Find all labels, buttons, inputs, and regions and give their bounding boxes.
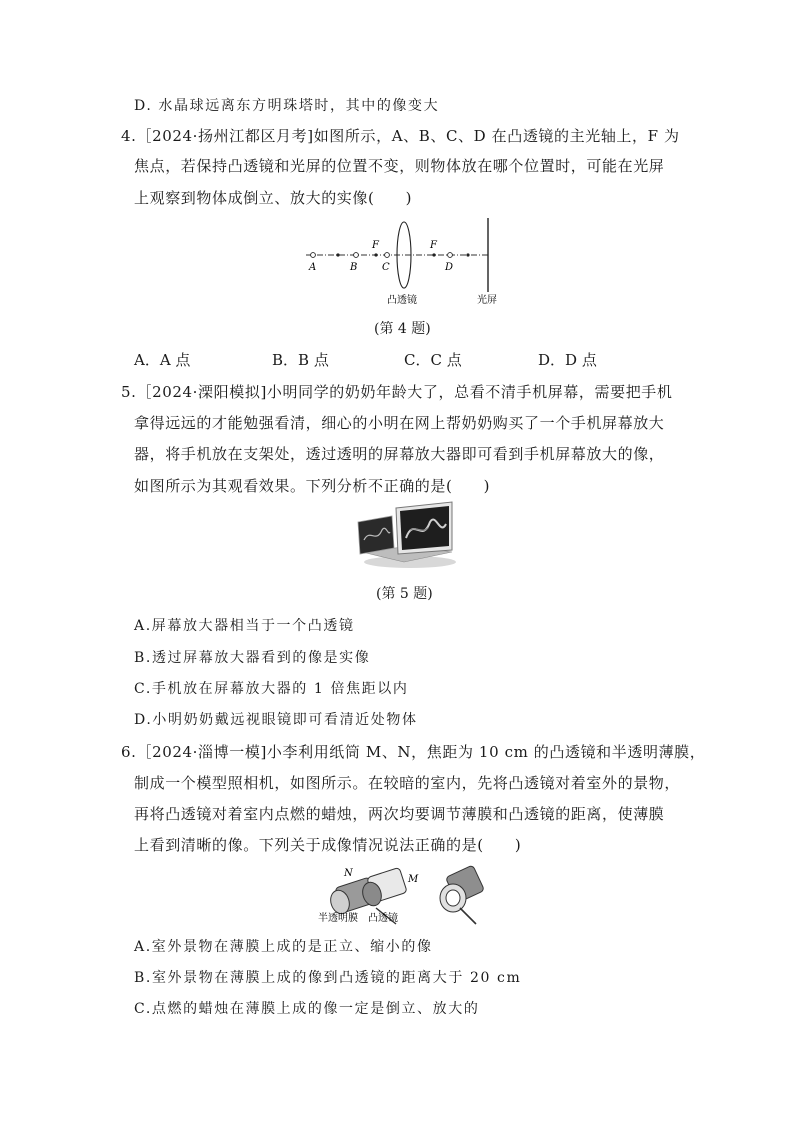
- label-d: D: [445, 262, 454, 273]
- phone-screen: [358, 516, 394, 554]
- label-lens: 凸透镜: [368, 913, 398, 924]
- q4-option-d: D．D 点: [538, 351, 597, 369]
- q5-option-a: A.屏幕放大器相当于一个凸透镜: [134, 618, 355, 634]
- tube-m: [360, 867, 407, 908]
- assembled-camera: [440, 865, 485, 924]
- q6-option-b: B.室外景物在薄膜上成的像到凸透镜的距离大于 20 cm: [134, 970, 522, 986]
- label-film: 半透明膜: [318, 913, 358, 924]
- q4-line-2: 焦点，若保持凸透镜和光屏的位置不变，则物体放在哪个位置时，可能在光屏: [134, 157, 665, 175]
- q5-caption: (第 5 题): [376, 586, 433, 602]
- q4-option-c: C．C 点: [404, 351, 462, 369]
- q6-line-2: 制成一个模型照相机，如图所示。在较暗的室内，先将凸透镜对着室外的景物，: [134, 774, 681, 792]
- q6-line-1: 6.［2024·淄博一模]小李利用纸筒 M、N，焦距为 10 cm 的凸透镜和半透明薄膜，: [121, 743, 706, 761]
- point-d-dot: [448, 253, 453, 258]
- q4-line-1: 4.［2024·扬州江都区月考]如图所示，A、B、C、D 在凸透镜的主光轴上，F 为: [121, 127, 680, 145]
- label-m: M: [408, 874, 419, 885]
- q4-option-b: B．B 点: [272, 351, 329, 369]
- q4-line-3: 上观察到物体成倒立、放大的实像( ): [134, 189, 413, 207]
- q6-camera-model-diagram: [310, 864, 490, 930]
- focus-right-dot: [432, 253, 435, 256]
- label-n: N: [344, 868, 353, 879]
- q5-line-3: 器，将手机放在支架处，透过透明的屏幕放大器即可看到手机屏幕放大的像，: [134, 445, 665, 463]
- q5-line-1: 5.［2024·溧阳模拟]小明同学的奶奶年龄大了，总看不清手机屏幕，需要把手机: [121, 383, 673, 401]
- q5-option-c: C.手机放在屏幕放大器的 1 倍焦距以内: [134, 681, 409, 697]
- label-f-left: F: [372, 240, 379, 251]
- q5-option-b: B.透过屏幕放大器看到的像是实像: [134, 650, 371, 666]
- label-lens: 凸透镜: [387, 295, 417, 306]
- q6-line-4: 上看到清晰的像。下列关于成像情况说法正确的是( ): [134, 836, 522, 854]
- q5-line-2: 拿得远远的才能勉强看清，细心的小明在网上帮奶奶购买了一个手机屏幕放大: [134, 414, 665, 432]
- q6-option-a: A.室外景物在薄膜上成的是正立、缩小的像: [134, 939, 433, 955]
- q5-option-d: D.小明奶奶戴远视眼镜即可看清近处物体: [134, 712, 418, 728]
- focus-left-dot: [374, 253, 377, 256]
- q6-option-c: C.点燃的蜡烛在薄膜上成的像一定是倒立、放大的: [134, 1001, 480, 1017]
- q4-caption: (第 4 题): [374, 321, 431, 337]
- label-b: B: [350, 262, 358, 273]
- point-a-dot: [311, 253, 316, 258]
- label-screen: 光屏: [477, 295, 497, 306]
- q5-line-4: 如图所示为其观看效果。下列分析不正确的是( ): [134, 477, 491, 495]
- point-c-dot: [385, 253, 390, 258]
- label-f-right: F: [430, 240, 437, 251]
- q4-option-a: A．A 点: [134, 351, 191, 369]
- q5-magnifier-photo: [352, 500, 457, 572]
- prev-option-d: D. 水晶球远离东方明珠塔时，其中的像变大: [134, 98, 440, 114]
- point-b-dot: [354, 253, 359, 258]
- point-mark-1: [336, 253, 339, 256]
- label-c: C: [382, 262, 390, 273]
- handle: [460, 908, 476, 924]
- q6-line-3: 再将凸透镜对着室内点燃的蜡烛，两次均要调节薄膜和凸透镜的距离，使薄膜: [134, 805, 665, 823]
- point-mark-2: [466, 253, 469, 256]
- label-a: A: [309, 262, 317, 273]
- q4-lens-diagram: [300, 212, 510, 312]
